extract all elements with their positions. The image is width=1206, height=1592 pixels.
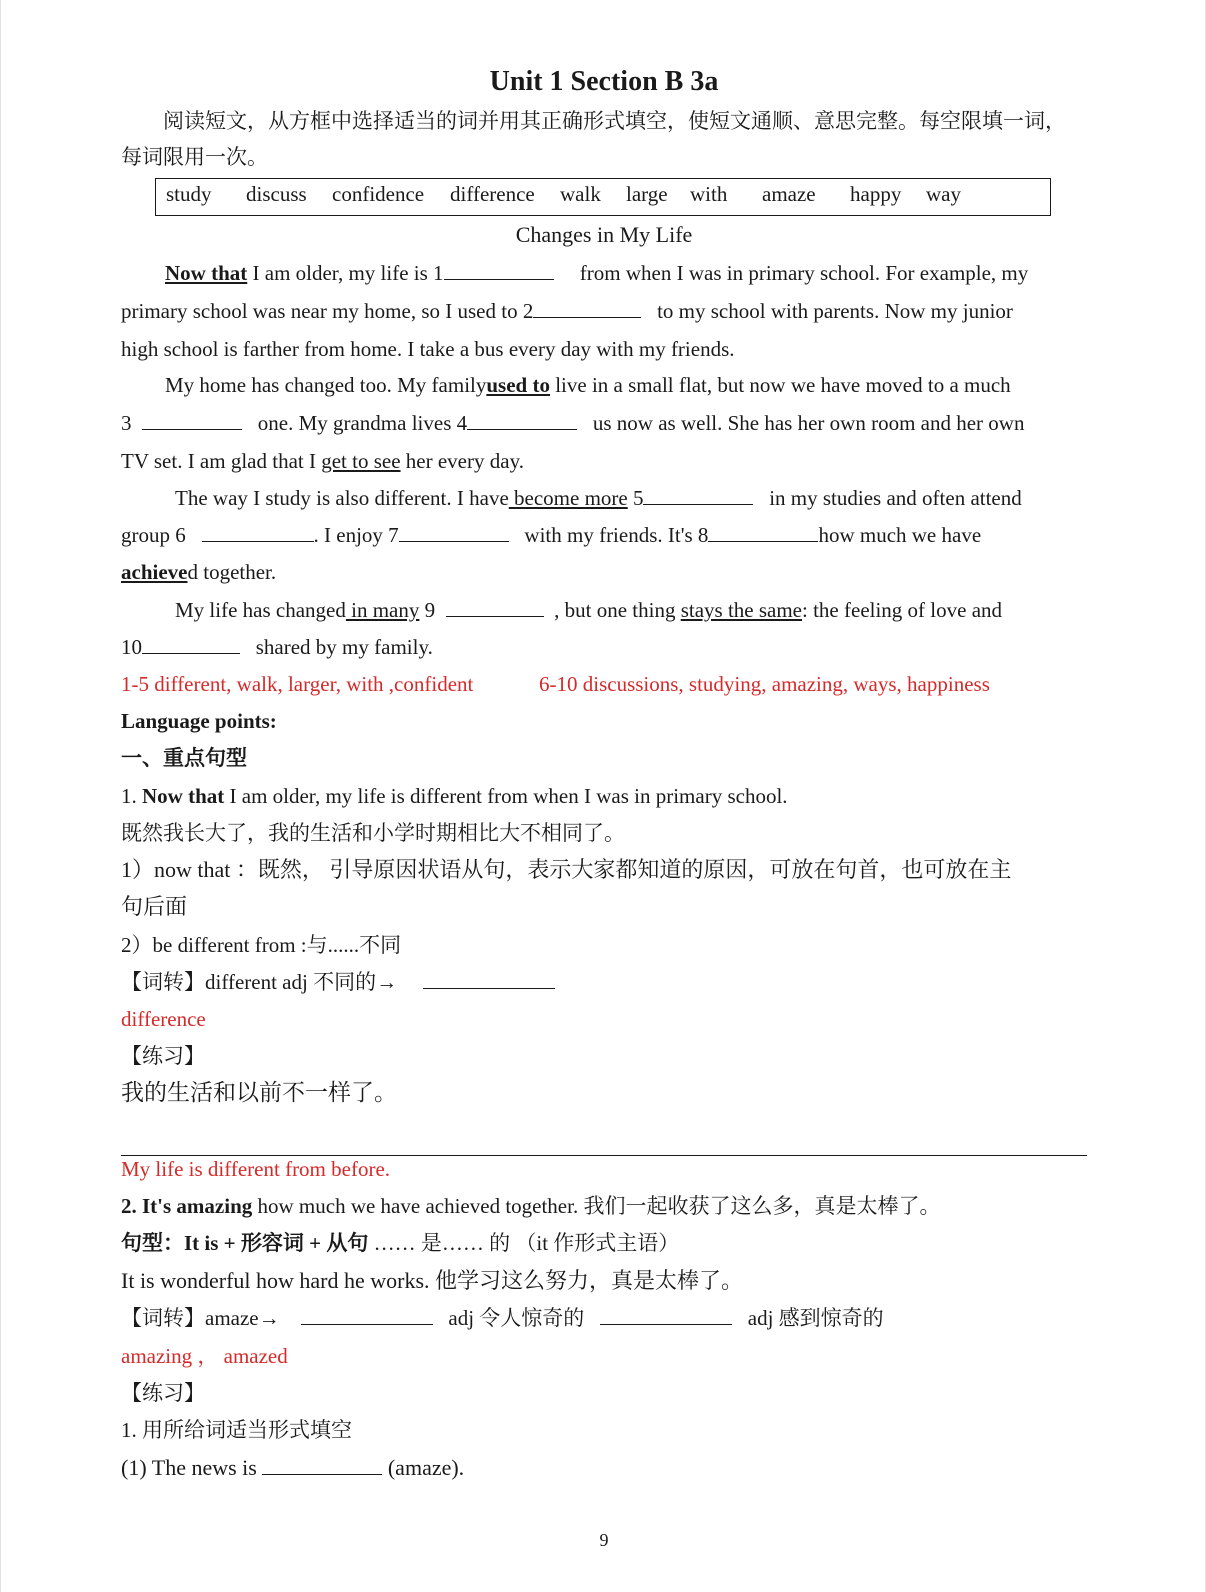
- instruction-line-2: 每词限用一次。: [121, 145, 268, 169]
- practice-label: 【练习】: [121, 1381, 205, 1405]
- practice-label: 【练习】: [121, 1044, 205, 1068]
- word-box-item: amaze: [762, 182, 816, 206]
- practice-2-instruction: 1. 用所给词适当形式填空: [121, 1418, 352, 1442]
- passage-line: My life has changed in many 9 , but one thing stays the same: the feeling of love and: [175, 598, 1003, 622]
- passage-line: 10 shared by my family.: [121, 635, 433, 659]
- word-box-item: difference: [450, 182, 535, 206]
- sentence-pattern: 句型：It is + 形容词 + 从句 …… 是…… 的 （it 作形式主语）: [121, 1231, 680, 1255]
- passage-line: group 6 . I enjoy 7 with my friends. It's 8 how much we have: [121, 523, 982, 547]
- blank-9[interactable]: [446, 598, 544, 617]
- word-box-item: with: [690, 182, 728, 206]
- note-now-that: 1）now that ：既然， 引导原因状语从句，表示大家都知道的原因，可放在句首，也可放在主: [121, 857, 1012, 882]
- passage-line: The way I study is also different. I have become more 5 in my studies and often attend: [175, 486, 1022, 510]
- blank-4[interactable]: [467, 411, 577, 430]
- blank-3[interactable]: [142, 411, 242, 430]
- blank-practice-2-1[interactable]: [262, 1456, 382, 1475]
- passage-line: high school is farther from home. I take a bus every day with my friends.: [121, 337, 735, 361]
- note-be-different-from: 2）be different from :与......不同: [121, 933, 402, 957]
- word-box-item: study: [166, 182, 212, 206]
- passage-title: Changes in My Life: [515, 222, 693, 247]
- sentence-1-translation: 既然我长大了，我的生活和小学时期相比大不相同了。: [121, 821, 625, 845]
- instruction-line-1: 阅读短文，从方框中选择适当的词并用其正确形式填空，使短文通顺、意思完整。每空限填一词，: [163, 109, 1066, 133]
- note-now-that-cont: 句后面: [121, 894, 188, 919]
- blank-8[interactable]: [708, 523, 818, 542]
- word-box-item: walk: [560, 182, 601, 206]
- section-heading: 一、重点句型: [121, 746, 247, 770]
- word-box-item: way: [926, 182, 961, 206]
- word-conversion-1-answer: difference: [121, 1007, 206, 1031]
- passage-line: primary school was near my home, so I used to 2 to my school with parents. Now my junior: [121, 299, 1013, 323]
- word-box-item: large: [626, 182, 668, 206]
- blank-6[interactable]: [202, 523, 314, 542]
- blank-wordform-2b[interactable]: [600, 1306, 732, 1325]
- keyphrase: Now that: [165, 261, 248, 285]
- passage-line: 3 one. My grandma lives 4 us now as well. She has her own room and her own: [121, 411, 1025, 435]
- word-box: [155, 178, 1051, 216]
- passage-line: TV set. I am glad that I get to see her every day.: [121, 449, 524, 473]
- blank-10[interactable]: [142, 635, 240, 654]
- passage-line: achieved together.: [121, 560, 277, 584]
- passage-line: Now that I am older, my life is 1 from when I was in primary school. For example, my: [165, 261, 1029, 285]
- sentence-1: 1. Now that I am older, my life is different from when I was in primary school.: [121, 784, 788, 808]
- page-number: 9: [599, 1530, 609, 1550]
- word-conversion-2-answer: amazing ， amazed: [121, 1344, 288, 1368]
- word-box-item: happy: [850, 182, 902, 206]
- keyphrase: used to: [486, 373, 550, 397]
- passage-line: My home has changed too. My familyused to live in a small flat, but now we have moved to a much: [165, 373, 1011, 397]
- language-points-heading: Language points:: [121, 709, 277, 733]
- blank-wordform-1[interactable]: [423, 970, 555, 989]
- page-title: Unit 1 Section B 3a: [489, 66, 719, 97]
- word-box-item: confidence: [332, 182, 425, 206]
- blank-2[interactable]: [533, 299, 641, 318]
- answers-1-5: 1-5 different, walk, larger, with ,confident: [121, 672, 474, 696]
- word-conversion-2: 【词转】amaze→ adj 令人惊奇的 adj 感到惊奇的: [121, 1306, 884, 1330]
- keyphrase: achieve: [121, 560, 188, 584]
- blank-1[interactable]: [444, 261, 554, 280]
- practice-2-item-1: (1) The news is (amaze).: [121, 1455, 465, 1480]
- blank-wordform-2a[interactable]: [301, 1306, 433, 1325]
- practice-1-answer: My life is different from before.: [121, 1157, 391, 1181]
- practice-1-question: 我的生活和以前不一样了。: [121, 1080, 397, 1105]
- blank-5[interactable]: [643, 486, 753, 505]
- answers-6-10: 6-10 discussions, studying, amazing, ways, happiness: [539, 672, 990, 696]
- sentence-2: 2. It's amazing how much we have achieved together. 我们一起收获了这么多，真是太棒了。: [121, 1194, 941, 1218]
- blank-7[interactable]: [399, 523, 509, 542]
- example-sentence: It is wonderful how hard he works. 他学习这么努力，真是太棒了。: [121, 1268, 744, 1293]
- word-box-item: discuss: [246, 182, 307, 206]
- word-conversion-1: 【词转】different adj 不同的→: [121, 969, 555, 995]
